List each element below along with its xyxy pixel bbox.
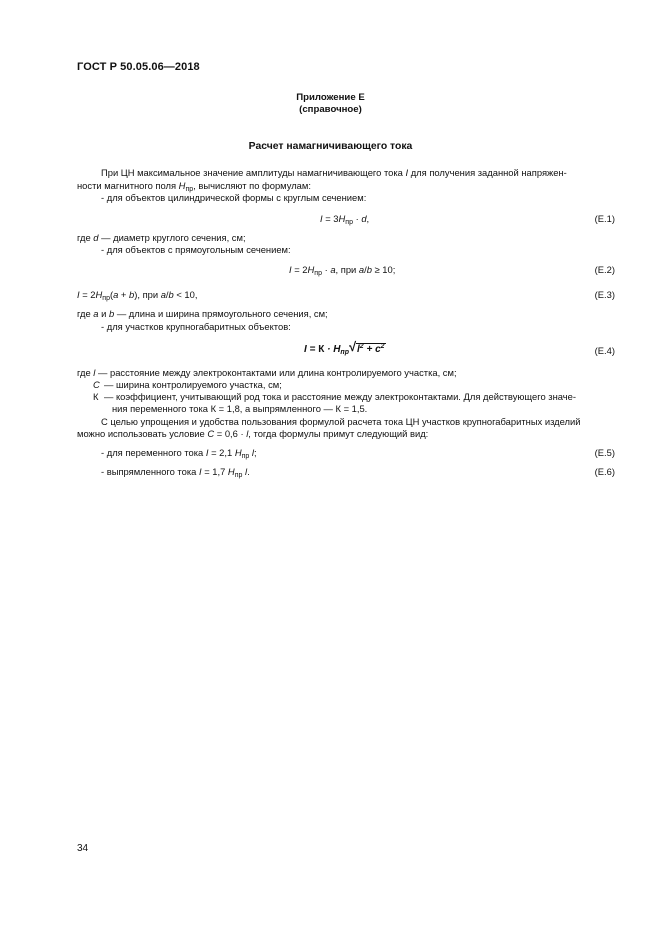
formula-number-e3: (Е.3) — [594, 289, 615, 300]
formula-e1: $I = 3H_{пр} \cdot d$, (Е.1) — [320, 213, 615, 226]
formula-e6: - выпрямленного тока I = 1,7 $H_{пр}$ l. (Е.6) — [101, 466, 615, 479]
page-number: 34 — [77, 843, 89, 854]
item-rectangular: - для объектов с прямоугольным сечением: — [101, 244, 291, 255]
formula-e2: $I = 2H_{пр} \cdot a$, при a/b ≥ 10; (Е.2) — [289, 264, 615, 277]
section-title: Расчет намагничивающего тока — [248, 141, 413, 152]
document-code: ГОСТ Р 50.05.06—2018 — [77, 61, 200, 73]
appendix-title: Приложение Е — [296, 92, 365, 103]
formula-number-e5: (Е.5) — [594, 447, 615, 458]
square-root: √ $l^2 + c^2$ — [348, 339, 385, 355]
item-cylindrical: - для объектов цилиндрической формы с круглым сечением: — [101, 192, 367, 203]
formula-number-e4: (Е.4) — [594, 345, 615, 356]
document-page: ГОСТ Р 50.05.06—2018 Приложение Е (справочное) Расчет намагничивающего тока При ЦН максимальное значение амплитуды намагничивающего тока I для получения заданной напряжен- ности магнитного поля $H_{пр}$, вычисляют по формулам: - для объектов цилиндрической формы с круглым сечением: $I = 3H_{пр} \cdot d$, (Е.1) где d — диаметр круглого сечения, см; - для объектов с прямоугольным сечением: $I = 2H_{пр} \cdot a$, при a/b ≥ 10; (Е.2) $I = 2H_{пр}(a + b)$, при a/b < 10, (Е.3) где a и b — длина и ширина прямоугольного сечения, см; - для участков крупногабаритных объектов: $I = К \cdot H_{пр}$ √ $l^2 + c^2$ (Е.4) где l — расстояние между электроконтактами или длина контролируемого участка, см; C — ширина контролируемого участка, см; К — коэффициент, учитывающий род тока и расстояние между электроконтактами. Для действующего значе- ния переменного тока К = 1,8, а выпрямленного — К = 1,5. С целью упрощения и удобства пользования формулой расчета тока ЦН участков крупногабаритных изделий можно использовать условие C = 0,6 · l, тогда формулы примут следующий вид: - для переменного тока I = 2,1 $H_{пр}$ l; (Е.5) - выпрямленного тока I = 1,7 $H_{пр}$ l. (Е.6) 34 — [0, 0, 661, 935]
definition-l: где l — расстояние между электроконтактами или длина контролируемого участка, см; — [77, 367, 457, 378]
formula-e4: $I = К \cdot H_{пр}$ √ $l^2 + c^2$ (Е.4) — [304, 339, 615, 356]
formula-e3: $I = 2H_{пр}(a + b)$, при a/b < 10, (Е.3) — [77, 289, 615, 302]
appendix-subtitle: (справочное) — [299, 104, 362, 115]
simplify-paragraph: С целью упрощения и удобства пользования формулой расчета тока ЦН участков крупногабаритных изделий — [101, 416, 581, 427]
formula-e5: - для переменного тока I = 2,1 $H_{пр}$ l; (Е.5) — [101, 447, 615, 460]
definition-ab: где a и b — длина и ширина прямоугольного сечения, см; — [77, 308, 328, 319]
definition-d: где d — диаметр круглого сечения, см; — [77, 232, 246, 243]
formula-number-e2: (Е.2) — [594, 264, 615, 275]
intro-paragraph: При ЦН максимальное значение амплитуды намагничивающего тока I для получения заданной напряжен- — [101, 167, 567, 178]
intro-paragraph-line2: ности магнитного поля $H_{пр}$, вычисляют по формулам: — [77, 180, 311, 193]
formula-number-e6: (Е.6) — [594, 466, 615, 477]
simplify-paragraph-line2: можно использовать условие C = 0,6 · l, тогда формулы примут следующий вид: — [77, 428, 429, 439]
formula-number-e1: (Е.1) — [594, 213, 615, 224]
item-large-objects: - для участков крупногабаритных объектов: — [101, 321, 291, 332]
